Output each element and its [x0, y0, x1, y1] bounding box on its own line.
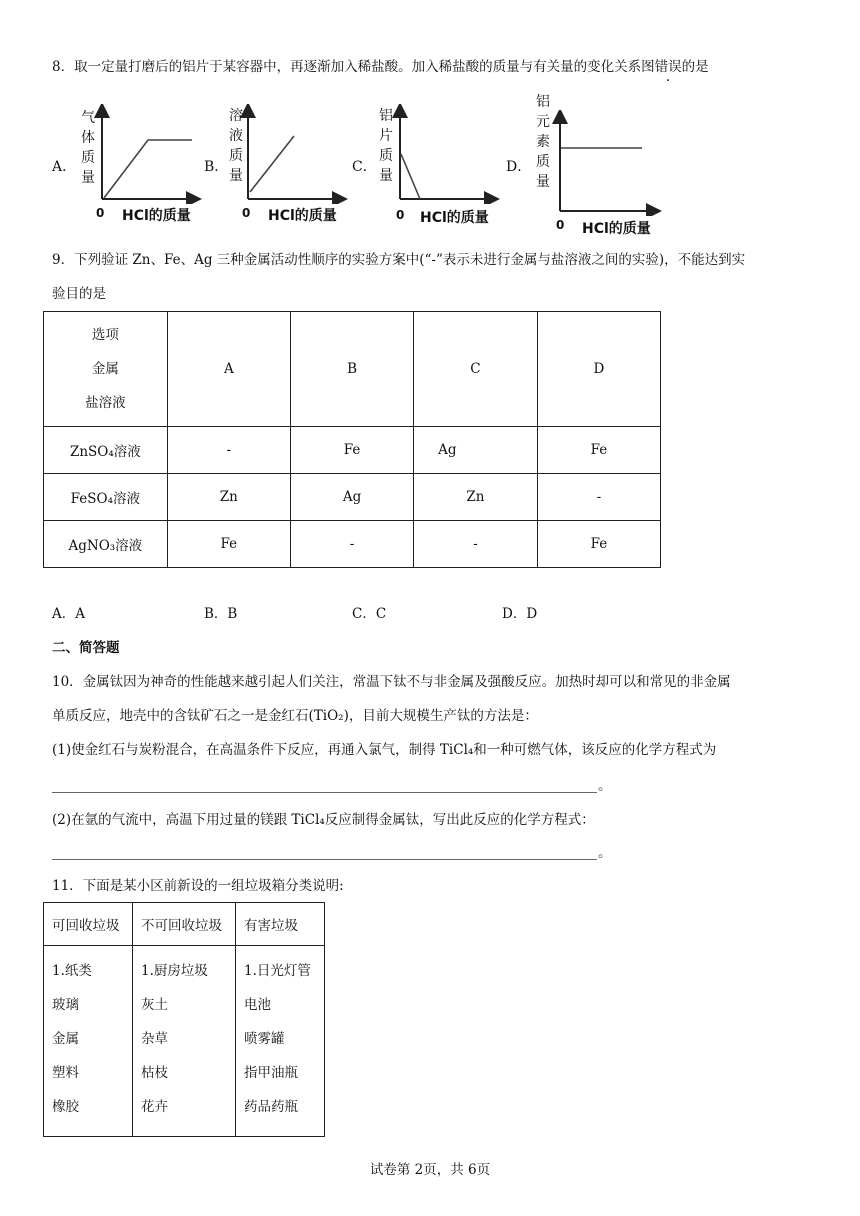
table-header-corner: 选项 金属 盐溶液 — [44, 312, 168, 427]
row-label: AgNO₃溶液 — [44, 521, 168, 568]
q10-part1: (1)使金红石与炭粉混合，在高温条件下反应，再通入氯气，制得 TiCl₄和一种可燃气体，该反应的化学方程式为 — [52, 742, 717, 758]
q8-text-pre: 8．取一定量打磨后的铝片于某容器中，再逐渐加入稀盐酸。加入稀盐酸的质量与有关量的变化关系图 — [52, 59, 655, 75]
q9-stem-line1: 9．下列验证 Zn、Fe、Ag 三种金属活动性顺序的实验方案中(“-”表示未进行金属与盐溶液之间的实验)，不能达到实 — [52, 252, 746, 268]
row-label: ZnSO₄溶液 — [44, 427, 168, 474]
option-d[interactable]: D．D — [502, 606, 538, 622]
table-cell: Fe — [537, 521, 660, 568]
table-cell: - — [537, 474, 660, 521]
graph-curve — [401, 154, 420, 199]
table-cell: Zn — [414, 474, 538, 521]
option-b[interactable]: B．B — [204, 606, 238, 622]
table-header-cell: 可回收垃圾 — [44, 903, 133, 946]
q8-stem — [52, 57, 709, 77]
graph-ylabel: 溶 液 质 量 — [229, 108, 243, 184]
graph-option-label: A． — [52, 159, 77, 175]
section-heading: 二、简答题 — [52, 640, 120, 656]
table-row — [44, 474, 661, 521]
q9-table — [43, 311, 661, 568]
q10-answer-blank-1[interactable] — [52, 792, 597, 793]
graph-option-label: B． — [204, 159, 229, 175]
graph-curve — [104, 140, 192, 198]
table-cell: Zn — [167, 474, 290, 521]
graph-curve — [250, 136, 294, 192]
table-cell: 1.纸类 玻璃 金属 塑料 橡胶 — [44, 946, 133, 1137]
table-cell: Fe — [167, 521, 290, 568]
q10-stem-line1: 10．金属钛因为神奇的性能越来越引起人们关注，常温下钛不与非金属及强酸反应。加热时却可以和常见的非金属 — [52, 674, 731, 690]
table-header-cell: B — [290, 312, 413, 427]
graph-option-label: C． — [352, 159, 377, 175]
q10-answer-blank-2[interactable] — [52, 859, 597, 860]
graph-origin-label: 0 — [556, 218, 565, 232]
row-label: FeSO₄溶液 — [44, 474, 168, 521]
table-header-cell: 有害垃圾 — [236, 903, 325, 946]
q11-stem: 11．下面是某小区前新设的一组垃圾箱分类说明: — [52, 878, 344, 894]
table-cell: Fe — [537, 427, 660, 474]
q11-table — [43, 902, 325, 1137]
option-a[interactable]: A．A — [52, 606, 85, 622]
graph-origin-label: 0 — [396, 208, 405, 222]
q10-part2: (2)在氩的气流中，高温下用过量的镁跟 TiCl₄反应制得金属钛，写出此反应的化学方程式： — [52, 812, 595, 828]
graph-xlabel: HCl的质量 — [268, 208, 337, 224]
page-footer: 试卷第 2页，共 6页 — [369, 1162, 491, 1178]
graph-xlabel: HCl的质量 — [420, 210, 489, 226]
q10-end-mark-2: 。 — [598, 845, 612, 861]
table-cell: Fe — [290, 427, 413, 474]
table-cell: - — [414, 521, 538, 568]
graph-option-label: D． — [506, 159, 532, 175]
graph-xlabel: HCl的质量 — [582, 221, 651, 237]
table-row — [44, 427, 661, 474]
table-cell: Ag — [414, 427, 538, 474]
table-row — [44, 521, 661, 568]
table-header-cell: C — [414, 312, 538, 427]
graph-ylabel: 气 体 质 量 — [81, 110, 95, 186]
table-row — [44, 312, 661, 427]
table-row — [44, 946, 325, 1137]
graph-xlabel: HCl的质量 — [122, 208, 191, 224]
graph-ylabel: 铝 片 质 量 — [379, 108, 393, 184]
table-cell: - — [167, 427, 290, 474]
q10-end-mark-1: 。 — [598, 778, 612, 794]
q9-stem-line2: 验目的是 — [52, 286, 106, 302]
graph-axes — [552, 110, 664, 216]
graph-axes — [240, 104, 350, 204]
q8-text-emph: 错误 — [654, 59, 682, 75]
graph-origin-label: 0 — [96, 206, 105, 220]
graph-axes — [94, 104, 204, 204]
table-header-cell: 不可回收垃圾 — [133, 903, 236, 946]
table-header-cell: D — [537, 312, 660, 427]
graph-ylabel: 铝 元 素 质 量 — [536, 94, 550, 190]
table-row — [44, 903, 325, 946]
option-c[interactable]: C．C — [352, 606, 387, 622]
table-cell: 1.厨房垃圾 灰土 杂草 枯枝 花卉 — [133, 946, 236, 1137]
table-cell: Ag — [290, 474, 413, 521]
table-cell: - — [290, 521, 413, 568]
table-header-cell: A — [167, 312, 290, 427]
q8-text-post: 的是 — [681, 59, 709, 75]
graph-origin-label: 0 — [242, 206, 251, 220]
q10-stem-line2: 单质反应，地壳中的含钛矿石之一是金红石(TiO₂)，目前大规模生产钛的方法是： — [52, 708, 538, 724]
graph-axes — [392, 104, 502, 204]
table-cell: 1.日光灯管 电池 喷雾罐 指甲油瓶 药品药瓶 — [236, 946, 325, 1137]
